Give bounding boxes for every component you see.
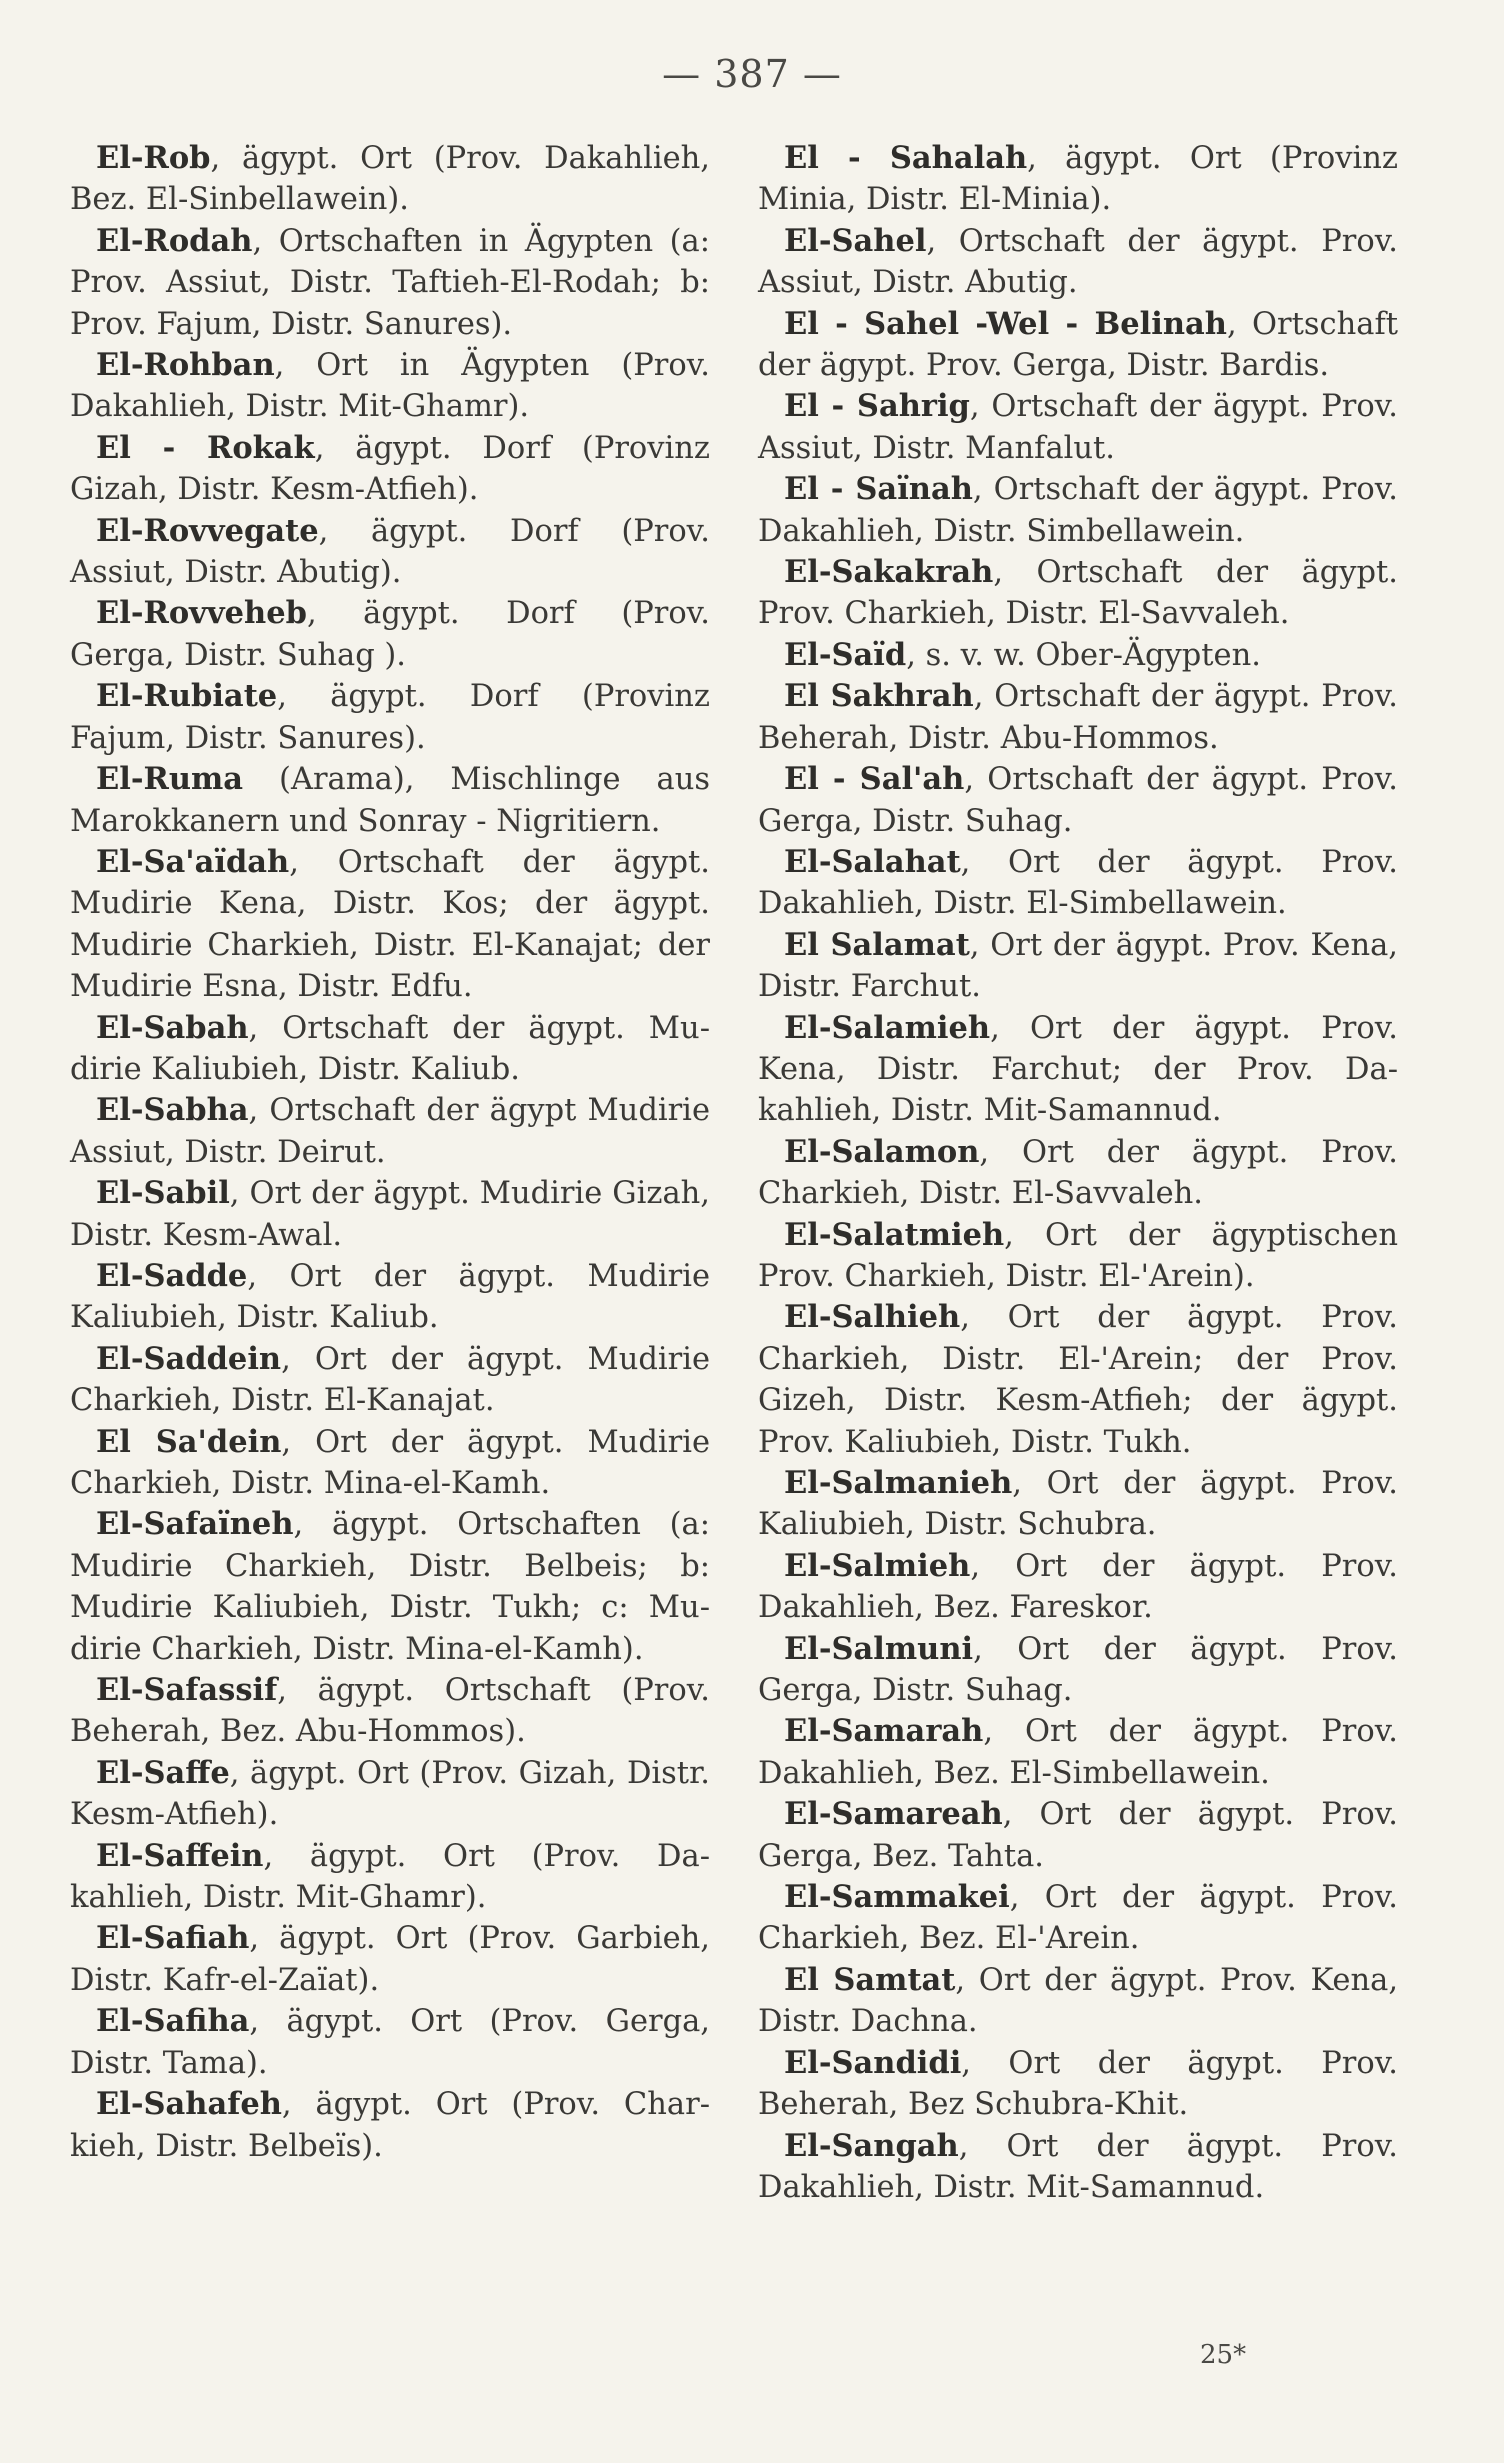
- entry-headword: El-Sa'aïdah: [96, 843, 290, 880]
- entry-headword: El Samtat: [784, 1961, 956, 1998]
- dictionary-entry: [70, 221, 710, 345]
- entry-definition: , Ortschaft der ägypt. Mudirie Kaliubieh, Distr. Kaliub.: [70, 1010, 710, 1087]
- dictionary-entry: [70, 1753, 710, 1836]
- entry-headword: El-Ruma: [96, 761, 244, 798]
- entry-definition: , ägypt. Ort (Prov. Charkieh, Distr. Belbeïs).: [70, 2087, 710, 2164]
- dictionary-entry: [758, 676, 1398, 759]
- entry-headword: El-Sahafeh: [96, 2086, 282, 2123]
- entry-headword: El-Rohban: [96, 347, 275, 384]
- entry-definition: , Ortschaft der ägypt. Prov. Assiut, Distr. Abutig.: [758, 223, 1398, 301]
- entry-definition: , Ortschaft der ägypt Mudirie Assiut, Distr. Deirut.: [70, 1093, 710, 1170]
- dictionary-entry: [758, 759, 1398, 842]
- dictionary-entry: [70, 511, 710, 594]
- dictionary-entry: [758, 2043, 1398, 2126]
- entry-headword: El-Saffe: [96, 1754, 230, 1791]
- entry-headword: El - Rokak: [96, 429, 315, 466]
- dictionary-entry: [758, 925, 1398, 1008]
- entry-headword: El-Sammakei: [784, 1879, 1010, 1916]
- entry-definition: , ägypt. Dorf (Prov. Assiut, Distr. Abutig).: [70, 513, 710, 591]
- dictionary-entry: [758, 552, 1398, 635]
- entry-headword: El-Saffein: [96, 1837, 264, 1874]
- dictionary-entry: [70, 2001, 710, 2084]
- entry-definition: , Ort der ägypt. Prov. Beherah, Bez Schubra-Khit.: [758, 2045, 1398, 2123]
- entry-definition: , ägypt. Dorf (Prov. Gerga, Distr. Suhag ).: [70, 596, 710, 673]
- entry-headword: El Salamat: [784, 926, 970, 963]
- dictionary-entry: [70, 428, 710, 511]
- dictionary-entry: [70, 593, 710, 676]
- entry-definition: , Ort der ägypt. Prov. Charkieh, Distr. El-'Arein; der Prov. Gizeh, Distr. Kesm-Atfieh; der ägypt. Prov. Kaliubieh, Distr. Tukh.: [758, 1300, 1398, 1460]
- dictionary-entry: [758, 1546, 1398, 1629]
- dictionary-entry: [758, 1463, 1398, 1546]
- entry-definition: , ägypt. Ort (Provinz Minia, Distr. El-Minia).: [758, 141, 1398, 218]
- entry-headword: El-Salmanieh: [784, 1465, 1013, 1501]
- entry-definition: , Ort der ägypt. Mudirie Kaliubieh, Distr. Kaliub.: [70, 1258, 710, 1336]
- dictionary-entry: [70, 2084, 710, 2167]
- dictionary-entry: [758, 842, 1398, 925]
- dictionary-entry: [70, 1504, 710, 1670]
- entry-headword: El Sa'dein: [96, 1423, 282, 1460]
- entry-definition: , Ort der ägypt. Prov. Kena, Distr. Farchut; der Prov. Dakahlieh, Distr. Mit-Samannud.: [758, 1010, 1398, 1129]
- entry-definition: , ägypt. Ortschaften (a: Mudirie Charkieh, Distr. Belbeis; b: Mudirie Kaliubieh, Distr. Tukh; c: Mudirie Charkieh, Distr. Mina-el-Kamh).: [70, 1507, 710, 1667]
- entry-definition: , Ort der ägypt. Mudirie Gizah, Distr. Kesm-Awal.: [70, 1176, 710, 1253]
- entry-headword: El-Salhieh: [784, 1299, 961, 1336]
- entry-definition: , Ort der ägypt. Prov. Dakahlieh, Distr. El-Simbellawein.: [758, 844, 1398, 922]
- dictionary-entry: [758, 1215, 1398, 1298]
- dictionary-entry: [758, 1132, 1398, 1215]
- entry-definition: , Ortschaft der ägypt. Prov. Beherah, Distr. Abu-Hommos.: [758, 679, 1399, 756]
- entry-headword: El-Safaïneh: [96, 1506, 294, 1543]
- entry-headword: El-Safiha: [96, 2003, 250, 2040]
- entry-headword: El Sakhrah: [784, 678, 974, 715]
- dictionary-entry: [70, 1256, 710, 1339]
- entry-headword: El - Sahel -Wel - Belinah: [784, 305, 1227, 342]
- entry-headword: El-Salmieh: [784, 1547, 971, 1584]
- entry-definition: , Ortschaft der ägypt. Prov. Dakahlieh, Distr. Simbellawein.: [758, 472, 1398, 549]
- dictionary-entry: [758, 469, 1398, 552]
- dictionary-entry: [70, 1422, 710, 1505]
- entry-headword: El-Rob: [96, 140, 211, 176]
- entry-headword: El-Sabil: [96, 1175, 230, 1212]
- dictionary-entry: [758, 1297, 1398, 1463]
- entry-definition: , s. v. w. Ober-Ägypten.: [906, 637, 1261, 673]
- entry-definition: , Ort der ägypt. Prov. Gerga, Distr. Suhag.: [758, 1631, 1398, 1709]
- entry-definition: , Ort der ägypt. Mudirie Charkieh, Distr. El-Kanajat.: [70, 1341, 710, 1419]
- dictionary-entry: [70, 138, 710, 221]
- entry-definition: , Ort der ägypt. Prov. Kena, Distr. Dachna.: [758, 1962, 1399, 2040]
- entry-headword: El-Sangah: [784, 2127, 959, 2164]
- entry-headword: El-Saddein: [96, 1340, 282, 1377]
- entry-headword: El-Samarah: [784, 1713, 984, 1750]
- entry-headword: El-Rovvegate: [96, 512, 319, 549]
- entry-headword: El-Sabha: [96, 1092, 249, 1129]
- dictionary-entry: [758, 221, 1398, 304]
- entry-headword: El-Sahel: [784, 222, 927, 259]
- dictionary-entry: [758, 138, 1398, 221]
- entry-definition: , Ortschaft der ägypt. Mudirie Kena, Distr. Kos; der ägypt. Mudirie Charkieh, Distr. El-Kanajat; der Mudirie Esna, Distr. Edfu.: [70, 844, 710, 1005]
- page-number-header: — 387 —: [662, 52, 842, 96]
- entry-definition: , ägypt. Ortschaft (Prov. Beherah, Bez. Abu-Hommos).: [70, 1673, 710, 1750]
- entry-headword: El-Rovveheb: [96, 595, 307, 632]
- entry-definition: , ägypt. Dorf (Provinz Fajum, Distr. Sanures).: [70, 679, 710, 756]
- dictionary-entry: [70, 345, 710, 428]
- entry-definition: , Ortschaft der ägypt. Prov. Assiut, Distr. Manfalut.: [758, 389, 1398, 466]
- dictionary-entry: [70, 759, 710, 842]
- entry-headword: El-Samareah: [784, 1796, 1003, 1833]
- entry-definition: , Ortschaften in Ägypten (a: Prov. Assiut, Distr. Taftieh-El-Rodah; b: Prov. Fajum, Distr. Sanures).: [70, 223, 710, 342]
- entry-definition: , Ort der ägypt. Mudirie Charkieh, Distr. Mina-el-Kamh.: [70, 1424, 710, 1501]
- sheet-signature: 25*: [1200, 2340, 1247, 2370]
- entry-definition: , ägypt. Ort (Prov. Gerga, Distr. Tama).: [70, 2004, 710, 2081]
- left-column: [70, 138, 710, 2167]
- dictionary-entry: [758, 1629, 1398, 1712]
- entry-definition: , Ort der ägypt. Prov. Dakahlieh, Distr. Mit-Samannud.: [758, 2128, 1398, 2205]
- entry-headword: El-Salatmieh: [784, 1216, 1005, 1253]
- dictionary-entry: [758, 1794, 1398, 1877]
- dictionary-entry: [70, 1670, 710, 1753]
- entry-headword: El - Sal'ah: [784, 761, 965, 798]
- entry-headword: El-Salahat: [784, 843, 961, 880]
- entry-headword: El-Salmuni: [784, 1630, 974, 1667]
- entry-headword: El-Sadde: [96, 1257, 248, 1294]
- entry-definition: , Ortschaft der ägypt. Prov. Gerga, Distr. Bardis.: [758, 306, 1398, 384]
- dictionary-entry: [758, 2126, 1398, 2209]
- entry-headword: El-Rubiate: [96, 678, 278, 715]
- dictionary-entry: [70, 1836, 710, 1919]
- entry-definition: , Ort der ägypt. Prov. Charkieh, Bez. El-'Arein.: [758, 1880, 1398, 1957]
- dictionary-entry: [70, 1339, 710, 1422]
- entry-definition: , Ort der ägypt. Prov. Charkieh, Distr. El-Savvaleh.: [758, 1134, 1398, 1212]
- entry-headword: El-Safassif: [96, 1672, 278, 1709]
- entry-definition: (Arama), Mischlinge aus Marokkanern und Sonray - Nigritiern.: [70, 762, 710, 839]
- entry-definition: , Ort der ägypt. Prov. Kaliubieh, Distr. Schubra.: [758, 1466, 1398, 1543]
- entry-definition: , ägypt. Ort (Prov. Garbieh, Distr. Kafr-el-Zaïat).: [70, 1921, 710, 1998]
- entry-definition: , ägypt. Dorf (Provinz Gizah, Distr. Kesm-Atfieh).: [70, 430, 710, 508]
- dictionary-entry: [758, 1960, 1398, 2043]
- entry-headword: El-Salamon: [784, 1133, 980, 1170]
- entry-headword: El-Sandidi: [784, 2044, 962, 2081]
- dictionary-entry: [70, 842, 710, 1008]
- entry-headword: El-Safiah: [96, 1920, 250, 1957]
- dictionary-entry: [70, 676, 710, 759]
- entry-headword: El-Salamieh: [784, 1009, 991, 1046]
- entry-definition: , Ort der ägypt. Prov. Dakahlieh, Bez. Fareskor.: [758, 1548, 1398, 1626]
- dictionary-entry: [758, 386, 1398, 469]
- entry-headword: El-Sabah: [96, 1009, 249, 1046]
- dictionary-entry: [758, 635, 1398, 676]
- entry-headword: El-Rodah: [96, 222, 253, 259]
- entry-headword: El - Sahalah: [784, 140, 1028, 176]
- dictionary-entry: [758, 304, 1398, 387]
- entry-definition: , Ort der ägypt. Prov. Gerga, Bez. Tahta.: [758, 1797, 1398, 1874]
- entry-definition: , ägypt. Ort (Prov. Dakahlieh, Distr. Mit-Ghamr).: [70, 1838, 710, 1916]
- dictionary-entry: [70, 1090, 710, 1173]
- entry-definition: , Ort der ägyptischen Prov. Charkieh, Distr. El-'Arein).: [758, 1217, 1398, 1294]
- entry-definition: , Ort der ägypt. Prov. Kena, Distr. Farchut.: [758, 927, 1398, 1005]
- entry-headword: El - Sahrig: [784, 388, 970, 425]
- entry-definition: , ägypt. Ort (Prov. Gizah, Distr. Kesm-Atfieh).: [70, 1755, 710, 1833]
- dictionary-entry: [70, 1173, 710, 1256]
- entry-definition: , Ort der ägypt. Prov. Dakahlieh, Bez. El-Simbellawein.: [758, 1714, 1398, 1791]
- entry-definition: , Ort in Ägypten (Prov. Dakahlieh, Distr. Mit-Ghamr).: [70, 348, 710, 425]
- entry-definition: , ägypt. Ort (Prov. Dakahlieh, Bez. El-Sinbellawein).: [70, 141, 710, 218]
- dictionary-entry: [758, 1008, 1398, 1132]
- dictionary-entry: [70, 1008, 710, 1091]
- dictionary-entry: [758, 1877, 1398, 1960]
- entry-headword: El-Saïd: [784, 636, 907, 673]
- entry-definition: , Ortschaft der ägypt. Prov. Gerga, Distr. Suhag.: [758, 762, 1398, 839]
- dictionary-entry: [70, 1918, 710, 2001]
- entry-headword: El - Saïnah: [784, 471, 973, 508]
- entry-definition: , Ortschaft der ägypt. Prov. Charkieh, Distr. El-Savvaleh.: [758, 555, 1398, 632]
- dictionary-entry: [758, 1711, 1398, 1794]
- entry-headword: El-Sakakrah: [784, 554, 994, 591]
- right-column: [758, 138, 1398, 2208]
